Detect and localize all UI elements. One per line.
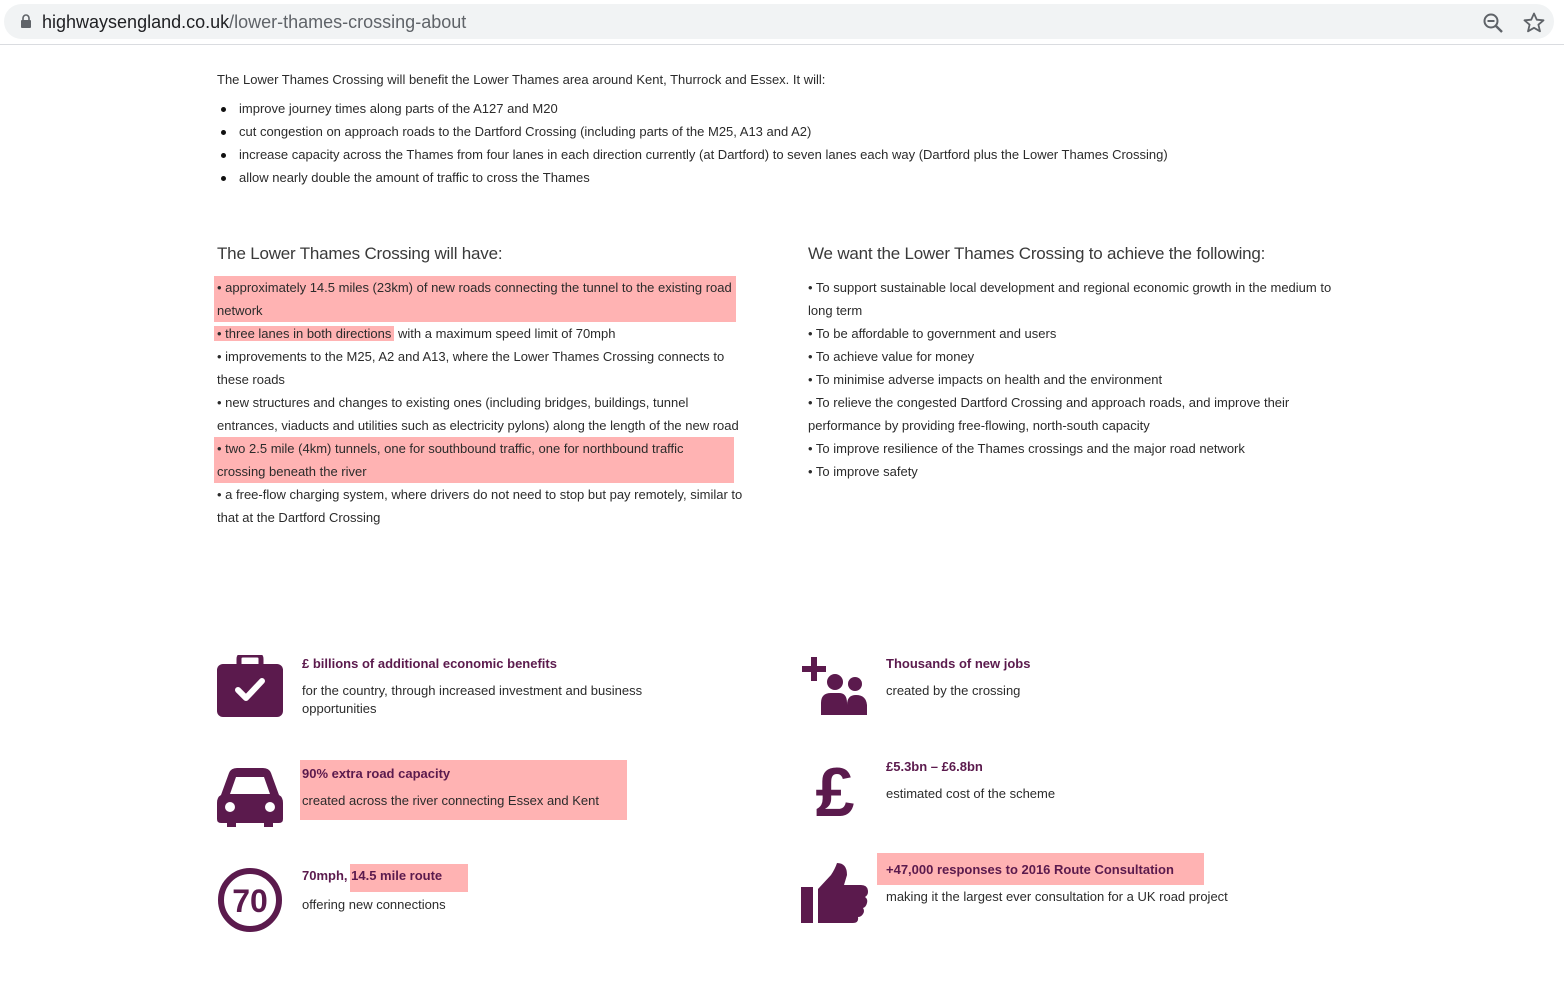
benefit-item: allow nearly double the amount of traffic to cross the Thames — [217, 168, 1367, 191]
stat-title: £5.3bn – £6.8bn — [886, 759, 983, 774]
add-people-icon — [801, 655, 871, 717]
feature-item — [217, 322, 747, 345]
objective-item: • To minimise adverse impacts on health and the environment — [808, 372, 1163, 387]
objective-item: • To achieve value for money — [808, 349, 975, 364]
speed-limit-icon — [217, 867, 283, 933]
objective-item: • To be affordable to government and users — [808, 326, 1057, 341]
briefcase-check-icon — [217, 655, 283, 717]
feature-highlight: • three lanes in both directions — [214, 326, 394, 341]
objectives-heading: We want the Lower Thames Crossing to achieve the following: — [808, 244, 1266, 263]
stat-speed-route — [217, 867, 697, 937]
objective-item: • To improve safety — [808, 464, 918, 479]
stat-responses — [801, 861, 1321, 931]
stat-title — [302, 868, 442, 883]
speed-limit-number: 70 — [232, 883, 268, 919]
lock-icon[interactable] — [20, 14, 32, 29]
feature-item: • new structures and changes to existing ones (including bridges, buildings, tunnel entrances, viaducts and utilities such as electricity pylons) along the length of the new road — [217, 395, 739, 433]
features-column — [217, 242, 747, 529]
stat-desc: making it the largest ever consultation for a UK road project — [886, 889, 1228, 904]
stat-title-route: 14.5 mile route — [347, 868, 443, 883]
stat-desc: created across the river connecting Essex and Kent — [302, 793, 599, 808]
zoom-out-icon[interactable] — [1482, 12, 1504, 34]
intro-section — [217, 70, 1367, 191]
feature-text: with a maximum speed limit of 70mph — [394, 326, 616, 341]
car-icon — [217, 765, 283, 827]
stat-desc: created by the crossing — [886, 683, 1021, 698]
stat-economic-benefits — [217, 655, 697, 725]
url-text[interactable] — [42, 11, 466, 33]
omnibox[interactable] — [4, 4, 1554, 39]
intro-lead: The Lower Thames Crossing will benefit the Lower Thames area around Kent, Thurrock and Essex. It will: — [217, 72, 826, 87]
stat-title-speed: 70mph, — [302, 868, 348, 883]
pound-icon — [801, 758, 871, 822]
feature-item: • approximately 14.5 miles (23km) of new roads connecting the tunnel to the existing road network — [214, 276, 736, 322]
stat-title: £ billions of additional economic benefits — [302, 656, 557, 671]
browser-address-bar — [0, 0, 1564, 45]
url-host: highwaysengland.co.uk — [42, 12, 230, 32]
stat-desc: for the country, through increased investment and business opportunities — [302, 683, 643, 716]
stat-title: +47,000 responses to 2016 Route Consultation — [886, 862, 1174, 877]
stat-desc: estimated cost of the scheme — [886, 786, 1056, 801]
stat-road-capacity — [217, 765, 697, 835]
benefit-item: cut congestion on approach roads to the Dartford Crossing (including parts of the M25, A13 and A2) — [217, 122, 1367, 145]
stat-title: Thousands of new jobs — [886, 656, 1031, 671]
stat-jobs — [801, 655, 1281, 725]
objectives-column — [808, 242, 1338, 483]
benefit-list — [217, 99, 1367, 191]
stat-cost — [801, 758, 1281, 828]
feature-item: • two 2.5 mile (4km) tunnels, one for southbound traffic, one for northbound traffic crossing beneath the river — [214, 437, 734, 483]
benefit-item: increase capacity across the Thames from four lanes in each direction currently (at Dartford) to seven lanes each way (Dartford plus the Lower Thames Crossing) — [217, 145, 1367, 168]
bookmark-star-icon[interactable] — [1522, 11, 1546, 35]
feature-item: • improvements to the M25, A2 and A13, where the Lower Thames Crossing connects to these roads — [217, 349, 725, 387]
features-heading: The Lower Thames Crossing will have: — [217, 244, 503, 263]
feature-item: • a free-flow charging system, where drivers do not need to stop but pay remotely, similar to that at the Dartford Crossing — [217, 487, 743, 525]
stat-desc: offering new connections — [302, 897, 446, 912]
svg-text:£: £ — [815, 758, 855, 822]
thumbs-up-icon — [801, 861, 869, 925]
stat-title: 90% extra road capacity — [302, 766, 451, 781]
objective-item: • To relieve the congested Dartford Crossing and approach roads, and improve their performance by providing free-flowing, north-south capacity — [808, 395, 1290, 433]
objective-item: • To improve resilience of the Thames crossings and the major road network — [808, 441, 1245, 456]
url-path: /lower-thames-crossing-about — [229, 12, 467, 32]
benefit-item: improve journey times along parts of the A127 and M20 — [217, 99, 1367, 122]
objective-item: • To support sustainable local development and regional economic growth in the medium to long term — [808, 280, 1332, 318]
